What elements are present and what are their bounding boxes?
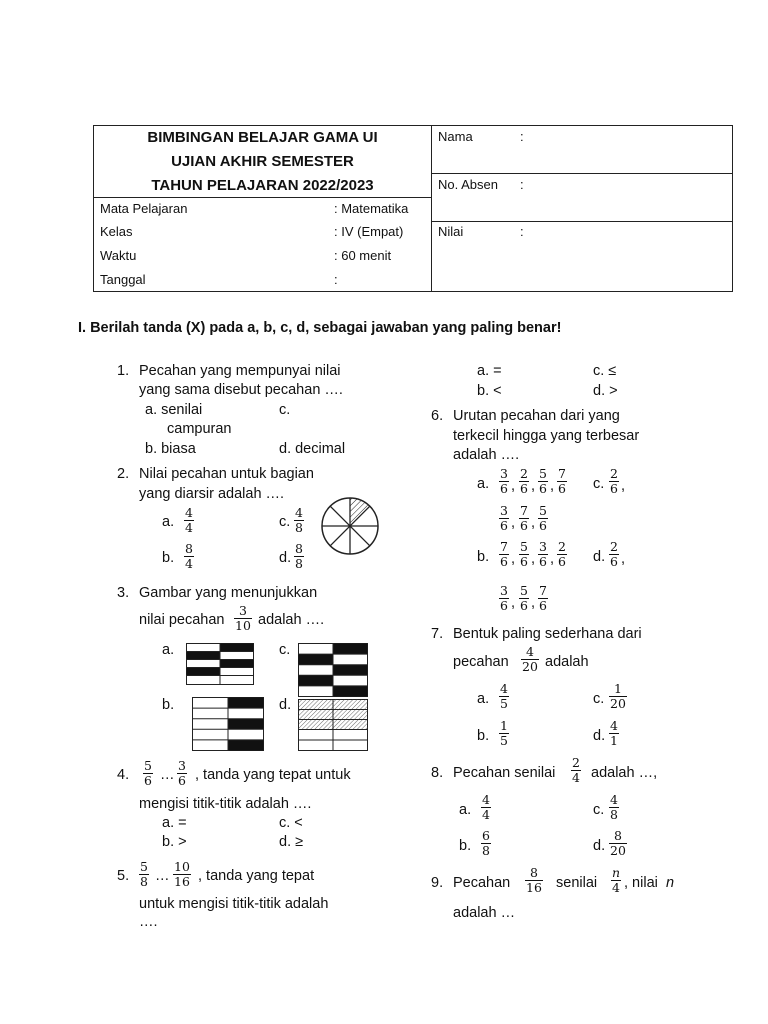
q5-option-d[interactable]: d. > — [593, 383, 618, 399]
q6-b-frac-2: $\frac{5}{6}$ — [520, 539, 528, 569]
q6-c-frac-3: $\frac{7}{6}$ — [520, 503, 528, 533]
q7-fraction: $\frac{4}{20}$ — [522, 644, 538, 674]
q3-c-figure — [298, 643, 368, 697]
q3-option-d[interactable]: d. — [279, 697, 292, 713]
q6-d-frac-1: $\frac{2}{6}$ — [610, 539, 618, 569]
q1-text-1: Pecahan yang mempunyai nilai — [139, 363, 341, 379]
q8-b-fraction: $\frac{6}{8}$ — [482, 828, 490, 858]
q6-a-frac-1: $\frac{3}{6}$ — [500, 466, 508, 496]
q2-a-fraction: $\frac{4}{4}$ — [185, 505, 193, 535]
q5-fraction-1: $\frac{5}{8}$ — [140, 859, 148, 889]
q7-text-2b: adalah — [545, 654, 589, 670]
q4-dots: … — [160, 767, 175, 783]
q6-c-frac-1: $\frac{2}{6}$ — [610, 466, 618, 496]
comma: , — [621, 478, 626, 494]
header-title-2: UJIAN AKHIR SEMESTER — [171, 153, 354, 170]
comma: , — [511, 515, 516, 531]
q6-text-1: Urutan pecahan dari yang — [453, 408, 620, 424]
comma: , — [511, 551, 516, 567]
q6-text-3: adalah …. — [453, 447, 520, 463]
subject-value: : Matematika — [334, 201, 409, 216]
q8-text-1: Pecahan senilai — [453, 765, 556, 781]
q8-option-a[interactable]: a. — [459, 802, 472, 818]
q2-option-c[interactable]: c. — [279, 514, 291, 530]
subject-label: Mata Pelajaran — [100, 201, 188, 216]
q6-a-frac-3: $\frac{5}{6}$ — [539, 466, 547, 496]
q3-option-c[interactable]: c. — [279, 642, 291, 658]
q9-text-4: adalah … — [453, 905, 516, 921]
q2-c-fraction: $\frac{4}{8}$ — [295, 505, 303, 535]
date-label: Tanggal — [100, 272, 146, 287]
q8-option-d[interactable]: d. — [593, 838, 606, 854]
absen-label: No. Absen — [438, 177, 498, 192]
q1-option-c[interactable]: c. — [279, 402, 291, 418]
q7-c-fraction: $\frac{1}{20}$ — [610, 681, 626, 711]
q6-d-frac-2: $\frac{3}{6}$ — [500, 583, 508, 613]
q3-number: 3. — [117, 585, 130, 601]
q3-b-figure — [192, 697, 264, 751]
q4-fraction-1: $\frac{5}{6}$ — [144, 758, 152, 788]
q8-text-2: adalah …, — [591, 765, 658, 781]
q3-text-2b: adalah …. — [258, 612, 325, 628]
q5-option-a[interactable]: a. = — [477, 363, 502, 379]
name-label: Nama — [438, 129, 473, 144]
q7-b-fraction: $\frac{1}{5}$ — [500, 718, 508, 748]
class-label: Kelas — [100, 224, 133, 239]
q4-option-d[interactable]: d. ≥ — [279, 834, 304, 850]
time-value: : 60 menit — [334, 248, 392, 263]
q2-option-a[interactable]: a. — [162, 514, 175, 530]
q2-circle-figure — [320, 496, 380, 560]
q2-b-fraction: $\frac{8}{4}$ — [185, 541, 193, 571]
comma: , — [550, 551, 555, 567]
q8-option-c[interactable]: c. — [593, 802, 605, 818]
q6-text-2: terkecil hingga yang terbesar — [453, 428, 640, 444]
q7-option-b[interactable]: b. — [477, 728, 490, 744]
q2-text-2: yang diarsir adalah …. — [139, 486, 285, 502]
q5-text: , tanda yang tepat — [198, 868, 315, 884]
q6-b-frac-1: $\frac{7}{6}$ — [500, 539, 508, 569]
q7-option-a[interactable]: a. — [477, 691, 490, 707]
q4-option-a[interactable]: a. = — [162, 815, 187, 831]
q6-c-frac-2: $\frac{3}{6}$ — [500, 503, 508, 533]
q6-b-frac-4: $\frac{2}{6}$ — [558, 539, 566, 569]
name-colon: : — [520, 129, 524, 144]
q3-text-2a: nilai pecahan — [139, 612, 225, 628]
q7-a-fraction: $\frac{4}{5}$ — [500, 681, 508, 711]
q6-option-d[interactable]: d. — [593, 549, 606, 565]
q5-dots: … — [155, 868, 170, 884]
comma: , — [511, 595, 516, 611]
q4-text-2: mengisi titik-titik adalah …. — [139, 796, 312, 812]
score-label: Nilai — [438, 224, 464, 239]
time-label: Waktu — [100, 248, 137, 263]
q5-text-2: untuk mengisi titik-titik adalah — [139, 896, 329, 912]
q2-d-fraction: $\frac{8}{8}$ — [295, 541, 303, 571]
q5-number: 5. — [117, 868, 130, 884]
q4-number: 4. — [117, 767, 130, 783]
comma: , — [550, 478, 555, 494]
q9-number: 9. — [431, 875, 444, 891]
q7-option-c[interactable]: c. — [593, 691, 605, 707]
q4-option-b[interactable]: b. > — [162, 834, 187, 850]
q6-a-frac-4: $\frac{7}{6}$ — [558, 466, 566, 496]
q9-variable: n — [666, 875, 675, 891]
q9-text-2: senilai — [556, 875, 598, 891]
header-title-3: TAHUN PELAJARAN 2022/2023 — [151, 177, 374, 194]
q6-option-a[interactable]: a. — [477, 476, 490, 492]
q8-option-b[interactable]: b. — [459, 838, 472, 854]
class-value: : IV (Empat) — [334, 224, 404, 239]
q7-text-2a: pecahan — [453, 654, 509, 670]
comma: , — [531, 515, 536, 531]
comma: , — [531, 478, 536, 494]
q5-fraction-2: $\frac{10}{16}$ — [174, 859, 190, 889]
q5-option-c[interactable]: c. ≤ — [593, 363, 617, 379]
header-title-1: BIMBINGAN BELAJAR GAMA UI — [147, 129, 378, 146]
q1-number: 1. — [117, 363, 130, 379]
q9-text-3: , nilai — [624, 875, 658, 891]
q1-option-b[interactable]: b. biasa — [145, 441, 196, 457]
comma: , — [621, 551, 626, 567]
q8-c-fraction: $\frac{4}{8}$ — [610, 792, 618, 822]
q7-text-1: Bentuk paling sederhana dari — [453, 626, 642, 642]
q2-option-b[interactable]: b. — [162, 550, 175, 566]
q6-number: 6. — [431, 408, 444, 424]
q4-fraction-2: $\frac{3}{6}$ — [178, 758, 186, 788]
q3-option-a[interactable]: a. — [162, 642, 175, 658]
q3-a-figure — [186, 643, 254, 685]
q8-a-fraction: $\frac{4}{4}$ — [482, 792, 490, 822]
q3-option-b[interactable]: b. — [162, 697, 175, 713]
q7-number: 7. — [431, 626, 444, 642]
q5-text-3: …. — [139, 914, 158, 930]
q8-number: 8. — [431, 765, 444, 781]
q1-option-d[interactable]: d. decimal — [279, 441, 346, 457]
q8-d-fraction: $\frac{8}{20}$ — [610, 828, 626, 858]
q6-option-c[interactable]: c. — [593, 476, 605, 492]
q7-d-fraction: $\frac{4}{1}$ — [610, 718, 618, 748]
comma: , — [531, 551, 536, 567]
q9-fraction-1: $\frac{8}{16}$ — [526, 865, 542, 895]
q2-number: 2. — [117, 466, 130, 482]
q6-d-frac-3: $\frac{5}{6}$ — [520, 583, 528, 613]
q3-d-figure — [298, 699, 368, 751]
comma: , — [511, 478, 516, 494]
q8-fraction: $\frac{2}{4}$ — [572, 755, 580, 785]
q6-b-frac-3: $\frac{3}{6}$ — [539, 539, 547, 569]
comma: , — [531, 595, 536, 611]
q9-fraction-2: $\frac{n}{4}$ — [612, 865, 621, 895]
header-table — [93, 125, 733, 292]
q5-option-b[interactable]: b. < — [477, 383, 502, 399]
q2-text-1: Nilai pecahan untuk bagian — [139, 466, 314, 482]
q4-text: , tanda yang tepat untuk — [195, 767, 351, 783]
q9-text-1: Pecahan — [453, 875, 511, 891]
q3-text-1: Gambar yang menunjukkan — [139, 585, 318, 601]
q7-option-d[interactable]: d. — [593, 728, 606, 744]
instruction: I. Berilah tanda (X) pada a, b, c, d, sebagai jawaban yang paling benar! — [78, 320, 562, 336]
q1-option-a-cont: campuran — [167, 421, 232, 437]
date-value: : — [334, 272, 338, 287]
q2-option-d[interactable]: d. — [279, 550, 292, 566]
q6-a-frac-2: $\frac{2}{6}$ — [520, 466, 528, 496]
q1-text-2: yang sama disebut pecahan …. — [139, 382, 343, 398]
q6-option-b[interactable]: b. — [477, 549, 490, 565]
score-colon: : — [520, 224, 524, 239]
absen-colon: : — [520, 177, 524, 192]
q6-c-frac-4: $\frac{5}{6}$ — [539, 503, 547, 533]
q4-option-c[interactable]: c. < — [279, 815, 303, 831]
q1-option-a[interactable]: a. senilai — [145, 402, 203, 418]
q6-d-frac-4: $\frac{7}{6}$ — [539, 583, 547, 613]
q3-fraction: $\frac{3}{10}$ — [235, 603, 251, 633]
